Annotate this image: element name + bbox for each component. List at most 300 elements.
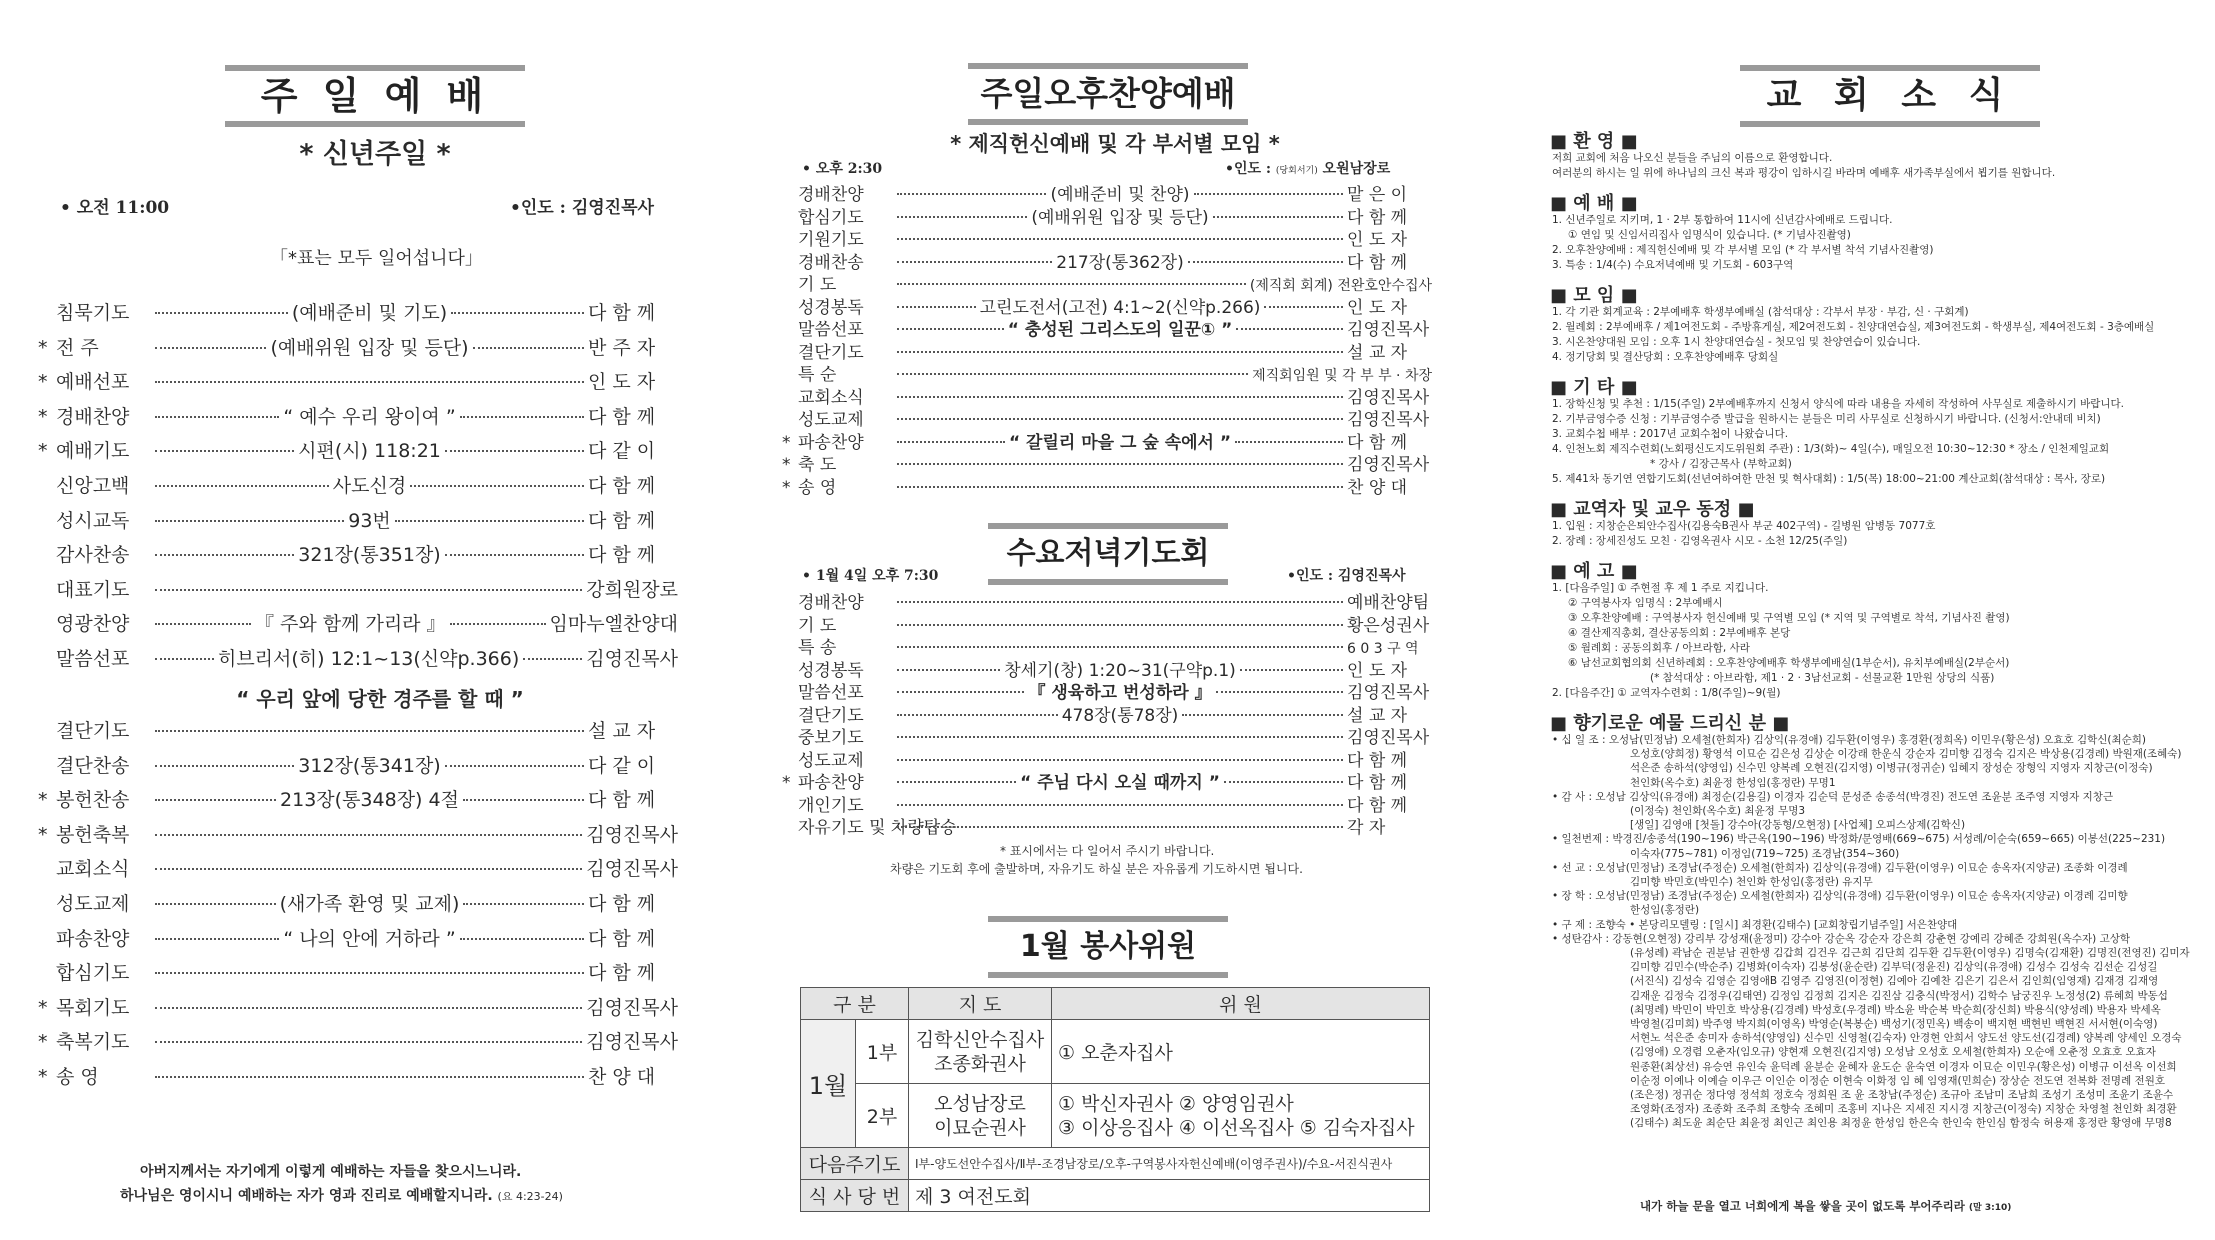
order-row — [782, 428, 1432, 453]
order-label: 영광찬양 — [56, 613, 130, 636]
order-person: 설 교 자 — [588, 720, 656, 742]
svc-next-label: 다음주기도 — [801, 1148, 909, 1180]
news-section-heading: ■ 예 배 ■ — [1550, 193, 1638, 214]
news-section-heading: ■ 교역자 및 교우 동정 ■ — [1550, 499, 1755, 520]
order-person: 각 자 — [1347, 818, 1386, 838]
standing-mark: * — [38, 336, 48, 359]
news-line: 서현노 석은준 송미자 송하석(양영임) 신수민 신영철(김숙자) 안경현 안희서 양도선 양도선(김경례) 양복례 양세인 오경숙 — [1630, 1032, 2182, 1045]
leader-dots — [897, 441, 1005, 443]
order-label: 예배선포 — [56, 371, 130, 394]
order-label: 특 순 — [798, 365, 837, 385]
order-person: 인 도 자 — [1347, 230, 1408, 250]
order-person: 다 함 께 — [588, 509, 656, 532]
order-person: 김영진목사 — [1347, 410, 1430, 430]
leader-dots — [155, 903, 276, 905]
leader-dots — [897, 669, 1000, 671]
order-person: 김영진목사 — [586, 1031, 678, 1054]
news-section-heading: ■ 향기로운 예물 드리신 분 ■ — [1550, 713, 1790, 734]
afternoon-leader-note: (당회서기) — [1275, 166, 1318, 176]
leader-dots — [155, 589, 582, 591]
order-person: 맡 은 이 — [1347, 185, 1408, 205]
leader-dots — [897, 328, 1004, 330]
order-person: 제직회임원 및 각 부 부 · 차장 — [1252, 368, 1432, 384]
news-line: 3. 특송 : 1/4(수) 수요저녁예배 및 기도회 - 603구역 — [1552, 259, 1794, 271]
leader-dots — [460, 416, 584, 418]
leader-dots — [897, 691, 1024, 693]
order-content: 93번 — [348, 509, 391, 532]
order-content: 213장(통348장) 4절 — [280, 789, 459, 812]
news-line: • 감 사 : 오성남 김상익(유경애) 최정순(김용길) 이경자 김순덕 문성준 송종석(박경진) 전도연 조윤분 조주영 지영자 지창근 — [1552, 790, 2114, 803]
standing-mark: * — [38, 996, 48, 1019]
leader-dots — [897, 351, 1343, 353]
sunday-worship-subtitle: * 신년주일 * — [299, 139, 451, 170]
order-label: 축 도 — [798, 455, 837, 475]
leader-dots — [897, 759, 1343, 761]
order-person: 김영진목사 — [586, 648, 679, 670]
news-line: (서진식) 김성숙 김영순 김영애B 김영주 김영진(이정현) 김예아 김예찬 김은기 김은서 김인희(임영재) 김재경 김재영 — [1630, 975, 2159, 988]
wednesday-note-1: * 표시에서는 다 일어서 주시기 바랍니다. — [1000, 844, 1215, 858]
order-row — [782, 813, 1432, 838]
order-label: 결단기도 — [798, 705, 864, 726]
leader-dots — [897, 624, 1343, 626]
news-line: 김미향 박민호(박민수) 천인화 한성임(홍정란) 유지무 — [1630, 876, 1873, 888]
leader-dots — [463, 903, 584, 905]
order-person: 황은성권사 — [1347, 615, 1430, 636]
news-line: 2. [다음주간] ① 교역자수련회 : 1/8(주일)~9(월) — [1552, 687, 1781, 699]
leader-dots — [897, 646, 1343, 648]
order-person: 임마누엘찬양대 — [549, 613, 678, 636]
order-label: 봉헌찬송 — [56, 789, 130, 812]
news-line: * 강사 / 김장근목사 (부학교회) — [1650, 458, 1792, 470]
leader-dots — [155, 416, 279, 418]
order-label: 교회소식 — [798, 387, 864, 408]
news-line: ④ 결산제직총회, 결산공동의회 : 2부예배후 본당 — [1568, 627, 1791, 639]
order-row — [782, 723, 1432, 748]
leader-dots — [155, 485, 329, 487]
order-content: “ 주님 다시 오실 때까지 ” — [1020, 773, 1220, 793]
standing-mark: * — [782, 432, 791, 453]
wednesday-time: • 1월 4일 오후 7:30 — [802, 568, 939, 584]
order-row — [38, 609, 678, 636]
news-line: 이순정 이예나 이예슬 이우근 이인순 이정순 이현숙 이화정 임 혜 임영재(민희순) 장상순 전도연 전복화 전명례 전원호 — [1630, 1074, 2165, 1087]
order-person: 다 함 께 — [1347, 773, 1408, 793]
leader-dots — [897, 463, 1343, 465]
leader-dots — [155, 381, 584, 383]
order-label: 경배찬송 — [798, 252, 864, 273]
order-person: 강희원장로 — [586, 578, 678, 601]
order-label: 기 도 — [798, 275, 837, 295]
news-line: • 일천번제 : 박경진/송종석(190~196) 박근옥(190~196) 박정화/문영배(669~675) 서성례/이순숙(659~665) 이봉선(225~231) — [1552, 833, 2166, 846]
svc-leader-2b: 이묘순권사 — [934, 1116, 1026, 1139]
order-label: 목회기도 — [56, 996, 130, 1019]
order-label: 결단기도 — [798, 342, 864, 363]
order-person: 찬 양 대 — [1347, 477, 1408, 498]
order-person: 인 도 자 — [1347, 297, 1408, 318]
news-line: ⑥ 남선교회협의회 신년하례회 : 오후찬양예배후 학생부예배실(1부순서), 유치부예배실(2부순서) — [1568, 657, 2010, 669]
news-line: (이정숙) 천인화(옥수호) 최윤정 무명3 — [1630, 805, 1806, 817]
order-person: 인 도 자 — [1347, 660, 1408, 681]
order-label: 합심기도 — [798, 207, 864, 228]
wednesday-note-2: 차량은 기도회 후에 출발하며, 자유기도 하실 분은 자유롭게 기도하시면 됩니다. — [890, 862, 1303, 876]
order-label: 성시교독 — [56, 509, 130, 532]
order-label: 자유기도 및 차량탑승 — [798, 818, 957, 838]
leader-dots — [450, 623, 546, 625]
order-row — [782, 678, 1432, 703]
news-line: 1. 각 기관 회계교육 : 2부예배후 학생부예배실 (참석대상 : 각부서 부장 · 부감, 신 · 구회계) — [1552, 306, 1969, 318]
order-label: 봉헌축복 — [56, 823, 130, 846]
order-row — [782, 180, 1432, 205]
leader-dots — [1188, 261, 1343, 263]
standing-mark: * — [38, 823, 48, 846]
leader-dots — [445, 450, 584, 452]
svc-meal: 제 3 여전도회 — [909, 1180, 1430, 1212]
order-label: 말씀선포 — [798, 683, 864, 703]
order-person: 다 함 께 — [588, 475, 656, 497]
news-line: (최명례) 박민이 박민호 박상용(김경례) 박성호(우경례) 박소윤 박순복 박순희(장신희) 박용식(양성례) 박용자 박세옥 — [1630, 1003, 2161, 1016]
news-line: 조영화(조정자) 조종화 조주희 조향숙 조혜미 조홍비 지나은 지세진 지시경 지창근(이정숙) 지창순 차영철 천인화 최경환 — [1630, 1103, 2177, 1116]
news-line: • 선 교 : 오성남(민정남) 조경남(주정순) 오세철(한희자) 김상익(유경애) 김두환(이영우) 이묘순 송옥자(지양균) 조종화 이경례 — [1552, 861, 2128, 874]
order-person: 다 함 께 — [1347, 207, 1408, 228]
wednesday-prayer-title: 수요저녁기도회 — [988, 523, 1228, 585]
order-label: 경배찬양 — [798, 185, 864, 205]
order-label: 기 도 — [798, 615, 837, 636]
svc-leader-1b: 조종화권사 — [934, 1052, 1026, 1075]
order-label: 신앙고백 — [56, 475, 130, 497]
order-label: 특 송 — [798, 638, 837, 658]
order-content: 사도신경 — [332, 475, 407, 497]
leader-dots — [155, 1007, 582, 1009]
afternoon-leader: 오원남장로 — [1322, 161, 1391, 177]
news-line: • 십 일 조 : 오성남(민정남) 오세철(한희자) 김상익(유경애) 김두환(이영우) 홍경환(정희옥) 이민우(황은성) 오효호 김학신(최순희) — [1552, 734, 2146, 746]
order-label: 교회소식 — [56, 858, 130, 881]
leader-dots — [1213, 216, 1343, 218]
order-label: 송 영 — [56, 1066, 99, 1088]
order-label: 성도교제 — [56, 893, 130, 915]
news-line: 1. 장학신청 및 추천 : 1/15(주일) 2부예배후까지 신청서 양식에 따라 내용을 자세히 작성하여 사무실로 제출하시기 바랍니다. — [1552, 398, 2124, 410]
svc-part-2: 2부 — [856, 1084, 909, 1148]
leader-dots — [897, 373, 1248, 375]
closing-verse-2-wrap — [120, 1185, 563, 1205]
order-person: (제직회 회계) 전완호안수집사 — [1249, 278, 1432, 294]
leader-dots — [155, 730, 584, 732]
order-row — [38, 575, 678, 602]
order-person: 다 함 께 — [1347, 252, 1408, 273]
news-line: [생일] 김영애 [첫돌] 강수아(강동형/오현정) [사업체] 오피스상제(김학신) — [1630, 819, 1966, 832]
order-content: “ 갈릴리 마을 그 숲 속에서 ” — [1008, 432, 1232, 453]
leader-dots — [897, 306, 976, 308]
news-footer-ref: (말 3:10) — [1968, 1203, 2012, 1213]
leader-dots — [155, 1041, 582, 1043]
leader-dots — [155, 520, 344, 522]
svc-meal-label: 식 사 당 번 — [801, 1180, 909, 1212]
leader-dots — [155, 799, 276, 801]
standing-mark: * — [38, 789, 48, 812]
order-person: 다 같 이 — [588, 440, 656, 463]
leader-dots — [451, 312, 584, 314]
news-line: ③ 오후찬양예배 : 구역봉사자 헌신예배 및 구역별 모임 (* 지역 및 구역별로 착석, 기념사진 촬영) — [1568, 612, 2010, 624]
afternoon-leader-prefix: •인도 : — [1225, 161, 1276, 177]
standing-mark: * — [782, 773, 791, 793]
church-news-title: 교 회 소 식 — [1740, 65, 2040, 127]
svc-leaders-2 — [909, 1084, 1052, 1148]
order-label: 개인기도 — [798, 795, 864, 816]
leader-dots — [460, 938, 584, 940]
order-person: 반 주 자 — [588, 336, 656, 359]
order-label: 예배기도 — [56, 440, 130, 463]
news-line: 석은준 송하석(양영임) 신수민 양복례 오현진(김지영) 이병규(정귀순) 임혜지 장성순 장형익 지영자 지창근(이정숙) — [1630, 762, 2153, 775]
leader-dots — [897, 804, 1343, 806]
order-label: 대표기도 — [56, 578, 130, 601]
news-line: 김재운 김정숙 김정우(김태연) 김정임 김정희 김지은 김진삼 김충식(박정서) 김학수 남궁진우 노정성(2) 류혜희 박동섭 — [1630, 989, 2168, 1002]
standing-mark: * — [38, 405, 48, 428]
order-label: 성도교제 — [798, 410, 864, 430]
news-line: 이숙자(775~781) 이정임(719~725) 조경남(354~360) — [1630, 847, 1900, 860]
closing-verse-ref: (요 4:23-24) — [497, 1190, 563, 1203]
order-person: 인 도 자 — [588, 371, 656, 394]
svc-leader-2a: 오성남장로 — [934, 1092, 1026, 1115]
order-person: 다 함 께 — [1347, 750, 1408, 771]
order-content: “ 예수 우리 왕이여 ” — [283, 405, 456, 428]
order-person: 김영진목사 — [586, 858, 678, 881]
leader-dots — [155, 834, 582, 836]
leader-dots — [155, 1076, 584, 1078]
order-label: 중보기도 — [798, 728, 864, 748]
order-content: 창세기(창) 1:20~31(구약p.1) — [1004, 660, 1236, 681]
news-line: 천인화(옥수호) 최윤정 한성임(홍정란) 무명1 — [1630, 776, 1836, 789]
leader-dots — [523, 658, 582, 660]
news-footer-wrap — [1640, 1198, 2011, 1214]
order-row — [38, 1062, 678, 1089]
sunday-worship-title: 주 일 예 배 — [225, 65, 525, 127]
order-label: 경배찬양 — [56, 405, 130, 428]
order-row — [782, 315, 1432, 340]
news-line: 2. 기부금영수증 신청 : 기부금영수증 발급을 원하시는 분들은 미리 사무실로 신청하시기 바랍니다. (신청서:안내데 비치) — [1552, 413, 2101, 425]
order-label: 축복기도 — [56, 1031, 130, 1054]
order-row — [38, 540, 678, 567]
order-content: (예배준비 및 찬양) — [1050, 185, 1190, 205]
order-row — [38, 644, 678, 671]
order-row — [38, 1027, 678, 1054]
order-row — [782, 768, 1432, 793]
news-section-heading: ■ 예 고 ■ — [1550, 561, 1638, 582]
afternoon-worship-subtitle: * 제직헌신예배 및 각 부서별 모임 * — [950, 132, 1280, 156]
leader-dots — [463, 799, 584, 801]
leader-dots — [155, 554, 294, 556]
order-row — [38, 333, 678, 360]
order-row — [782, 248, 1432, 273]
svc-head-leader: 지 도 — [909, 988, 1052, 1020]
order-content: 『 생육하고 번성하라 』 — [1028, 683, 1212, 703]
order-row — [38, 436, 678, 463]
order-person: 김영진목사 — [1347, 455, 1430, 475]
order-person: 다 함 께 — [588, 962, 656, 985]
news-line: (* 참석대상 : 아브라함, 제1 · 2 · 3남선교회 - 선물교환 1만원 상당의 식품) — [1650, 672, 1995, 684]
closing-verse-1: 아버지께서는 자기에게 이렇게 예배하는 자들을 찾으시느니라. — [140, 1164, 522, 1180]
order-row — [782, 203, 1432, 228]
leader-dots — [897, 216, 1027, 218]
svc-member-2a: ① 박신자권사 ② 양영임권사 — [1058, 1092, 1294, 1115]
leader-dots — [897, 261, 1052, 263]
order-content: “ 충성된 그리스도의 일꾼① ” — [1007, 320, 1233, 340]
order-row — [782, 791, 1432, 816]
order-row — [782, 473, 1432, 498]
order-content: 『 주와 함께 가리라 』 — [254, 613, 446, 636]
order-row — [38, 506, 678, 533]
order-row — [782, 746, 1432, 771]
svc-head-members: 위 원 — [1052, 988, 1430, 1020]
news-line: (유성례) 곽남순 권분남 권한생 김갑희 김건우 김근희 김단희 김두환 김두환(이영우) 김명숙(김재환) 김명진(전영진) 김미자 — [1630, 947, 2190, 959]
order-content: (새가족 환영 및 교제) — [279, 893, 460, 915]
leader-dots — [1240, 669, 1343, 671]
svc-next: Ⅰ부-양도선안수집사/Ⅱ부-조경남장로/오후-구역봉사자헌신예배(이영주권사)/수요-서진식권사 — [909, 1148, 1430, 1180]
order-row — [38, 993, 678, 1020]
order-row — [782, 588, 1432, 613]
leader-dots — [897, 601, 1343, 603]
leader-dots — [897, 193, 1046, 195]
news-line: • 성탄감사 : 강동현(오현정) 강리부 강성재(윤정미) 강수아 강순옥 강순자 강은희 강춘현 강예리 강혜준 강희원(옥수자) 고상학 — [1552, 932, 2131, 945]
order-content: 321장(통351장) — [298, 544, 441, 567]
standing-mark: * — [38, 1066, 48, 1088]
order-row — [782, 611, 1432, 636]
order-row — [38, 924, 678, 951]
leader-dots — [155, 765, 294, 767]
order-label: 파송찬양 — [56, 927, 130, 950]
order-row — [782, 633, 1432, 658]
news-line: 김미향 김민수(박순주) 김병화(이숙자) 김봉성(윤순란) 김부덕(정윤진) 김상익(유경애) 김성수 김성숙 김선순 김성길 — [1630, 961, 2158, 974]
order-label: 합심기도 — [56, 962, 130, 985]
order-row — [782, 450, 1432, 475]
order-content: 히브리서(히) 12:1~13(신약p.366) — [217, 648, 520, 670]
news-line: 5. 제41차 동기연 연합기도회(선년여하여한 만천 및 혁사대회) : 1/5(목) 18:00~21:00 계산교회(참석대상 : 목사, 장로) — [1552, 473, 2106, 485]
news-line: • 장 학 : 오성남(민정남) 조경남(주정순) 오세철(한희자) 김상익(유경애) 김두환(이영우) 이묘순 송옥자(지양균) 이경례 김미향 — [1552, 890, 2128, 903]
standing-mark: * — [38, 1031, 48, 1054]
news-line: 박영철(김미희) 박주영 박지희(이영옥) 박영순(복봉순) 백성기(정민옥) 백송이 백지현 백현빈 백현진 서서현(이숙영) — [1630, 1018, 2158, 1030]
leader-dots — [1235, 441, 1343, 443]
news-line: 4. 인천노회 제직수련회(노회평신도지도위원회 주관) : 1/3(화)~ 4일(수), 매일오전 10:30~12:30 * 장소 / 인천제일교회 — [1552, 443, 2110, 455]
leader-dots — [1264, 306, 1343, 308]
order-row — [38, 785, 678, 812]
svc-part-1: 1부 — [856, 1020, 909, 1084]
order-label: 성경봉독 — [798, 297, 864, 318]
leader-dots — [897, 736, 1343, 738]
news-footer: 내가 하늘 문을 열고 너희에게 복을 쌓을 곳이 없도록 부어주리라 — [1640, 1199, 1965, 1213]
leader-dots — [897, 486, 1343, 488]
order-person: 6 0 3 구 역 — [1347, 641, 1419, 657]
order-content: 고린도전서(고전) 4:1~2(신약p.266) — [979, 297, 1261, 318]
sermon-title: “ 우리 앞에 당한 경주를 할 때 ” — [236, 687, 524, 711]
order-person: 설 교 자 — [1347, 705, 1408, 726]
leader-dots — [473, 347, 584, 349]
news-line: 3. 시온찬양대원 모임 : 오후 1시 찬양대연습실 - 첫모임 및 찬양연습이 있습니다. — [1552, 336, 1921, 348]
standing-mark: * — [38, 371, 48, 394]
order-row — [38, 751, 678, 778]
order-content: 478장(통78장) — [1061, 705, 1179, 726]
svc-head-category: 구 분 — [801, 988, 909, 1020]
order-label: 성도교제 — [798, 750, 864, 771]
news-line: 1. 신년주일로 지키며, 1 · 2부 통합하여 11시에 신년감사예배로 드립니다. — [1552, 214, 1893, 226]
order-row — [782, 405, 1432, 430]
order-label: 파송찬양 — [798, 432, 864, 453]
order-person: 다 함 께 — [588, 789, 656, 812]
leader-dots — [897, 238, 1343, 240]
order-content: “ 나의 안에 거하라 ” — [283, 927, 456, 950]
order-label: 침묵기도 — [56, 302, 130, 324]
afternoon-worship-title: 주일오후찬양예배 — [968, 63, 1248, 125]
svc-members-2 — [1052, 1084, 1430, 1148]
wednesday-leader: •인도 : 김영진목사 — [1287, 568, 1406, 584]
order-label: 말씀선포 — [56, 648, 130, 670]
news-line: ① 연임 및 신임서리집사 임명식이 있습니다. (* 기념사진촬영) — [1568, 229, 1851, 241]
afternoon-time: • 오후 2:30 — [802, 161, 883, 177]
order-row — [38, 889, 678, 916]
order-person: 다 함 께 — [588, 544, 656, 567]
order-person: 김영진목사 — [1347, 387, 1430, 408]
standing-notice: 「*표는 모두 일어섭니다」 — [270, 248, 483, 269]
standing-mark: * — [782, 477, 791, 498]
news-line: ② 구역봉사자 임명식 : 2부예배시 — [1568, 597, 1723, 609]
news-line: 1. 입원 : 지창순은퇴안수집사(김용숙B권사 부군 402구역) - 길병원 암병동 7077호 — [1552, 520, 1936, 532]
order-content: 시편(시) 118:21 — [298, 440, 441, 463]
order-row — [782, 701, 1432, 726]
news-line: 원종환(최상선) 유승연 유인숙 윤덕례 윤분순 윤혜자 윤도순 윤숙연 이경자 이묘순 이민우(황은성) 이병규 이선옥 이선희 — [1630, 1060, 2177, 1073]
svc-leader-1a: 김학신안수집사 — [915, 1028, 1045, 1051]
order-content: 217장(통362장) — [1056, 252, 1184, 273]
order-row — [38, 298, 678, 325]
news-line: (김태수) 최도윤 최순단 최윤정 최인근 최인용 최정윤 한성임 한은숙 한인숙 한인심 함정숙 허용재 홍정란 황영애 무명8 — [1630, 1117, 2172, 1130]
order-content: (예배위원 입장 및 등단) — [270, 336, 469, 359]
news-line: ⑤ 월례회 : 공동의회후 / 아브라함, 사라 — [1568, 642, 1750, 654]
news-line: 3. 교회수첩 배부 : 2017년 교회수첩이 나왔습니다. — [1552, 428, 1789, 440]
leader-dots — [155, 972, 584, 974]
order-content: (예배위원 입장 및 등단) — [1031, 207, 1209, 228]
leader-dots — [897, 418, 1343, 420]
order-row — [38, 820, 678, 847]
leader-dots — [1216, 691, 1343, 693]
leader-dots — [897, 714, 1058, 716]
order-person: 김영진목사 — [586, 996, 678, 1019]
order-row — [782, 383, 1432, 408]
order-label: 송 영 — [798, 477, 837, 498]
news-section-heading: ■ 환 영 ■ — [1550, 131, 1638, 152]
order-label: 전 주 — [56, 336, 99, 359]
closing-verse-2: 하나님은 영이시니 예배하는 자가 영과 진리로 예배할지니라. — [120, 1188, 493, 1204]
svc-members-1: ① 오춘자집사 — [1052, 1020, 1430, 1084]
svc-leaders-1 — [909, 1020, 1052, 1084]
order-person: 다 함 께 — [1347, 795, 1408, 816]
leader-dots — [897, 396, 1343, 398]
order-label: 경배찬양 — [798, 593, 864, 613]
svc-month: 1월 — [801, 1020, 856, 1148]
leader-dots — [155, 623, 251, 625]
order-row — [782, 270, 1432, 295]
news-line: • 구 제 : 조향숙 • 본당리모델링 : [일시] 최경환(김태수) [교회창립기념주일] 서은찬양대 — [1552, 918, 1958, 931]
leader-dots — [445, 765, 584, 767]
standing-mark: * — [782, 455, 791, 475]
news-line: 4. 정기당회 및 결산당회 : 오후찬양예배후 당회실 — [1552, 351, 1779, 363]
order-label: 결단찬송 — [56, 754, 130, 777]
leader-dots — [155, 868, 582, 870]
leader-dots — [155, 347, 266, 349]
order-person: 예배찬양팀 — [1347, 593, 1430, 613]
news-line: 저희 교회에 처음 나오신 분들을 주님의 이름으로 환영합니다. — [1552, 152, 1833, 164]
order-row — [782, 293, 1432, 318]
order-person: 설 교 자 — [1347, 342, 1408, 363]
order-row — [782, 656, 1432, 681]
service-committee-title: 1월 봉사위원 — [988, 916, 1228, 978]
news-line: (조은정) 정귀순 정다영 정석희 정호숙 정희원 조 윤 조창남(주정순) 조규아 조남미 조남희 조성기 조성미 조윤기 조윤수 — [1630, 1089, 2174, 1101]
order-label: 기원기도 — [798, 230, 864, 250]
leader-dots — [155, 938, 279, 940]
